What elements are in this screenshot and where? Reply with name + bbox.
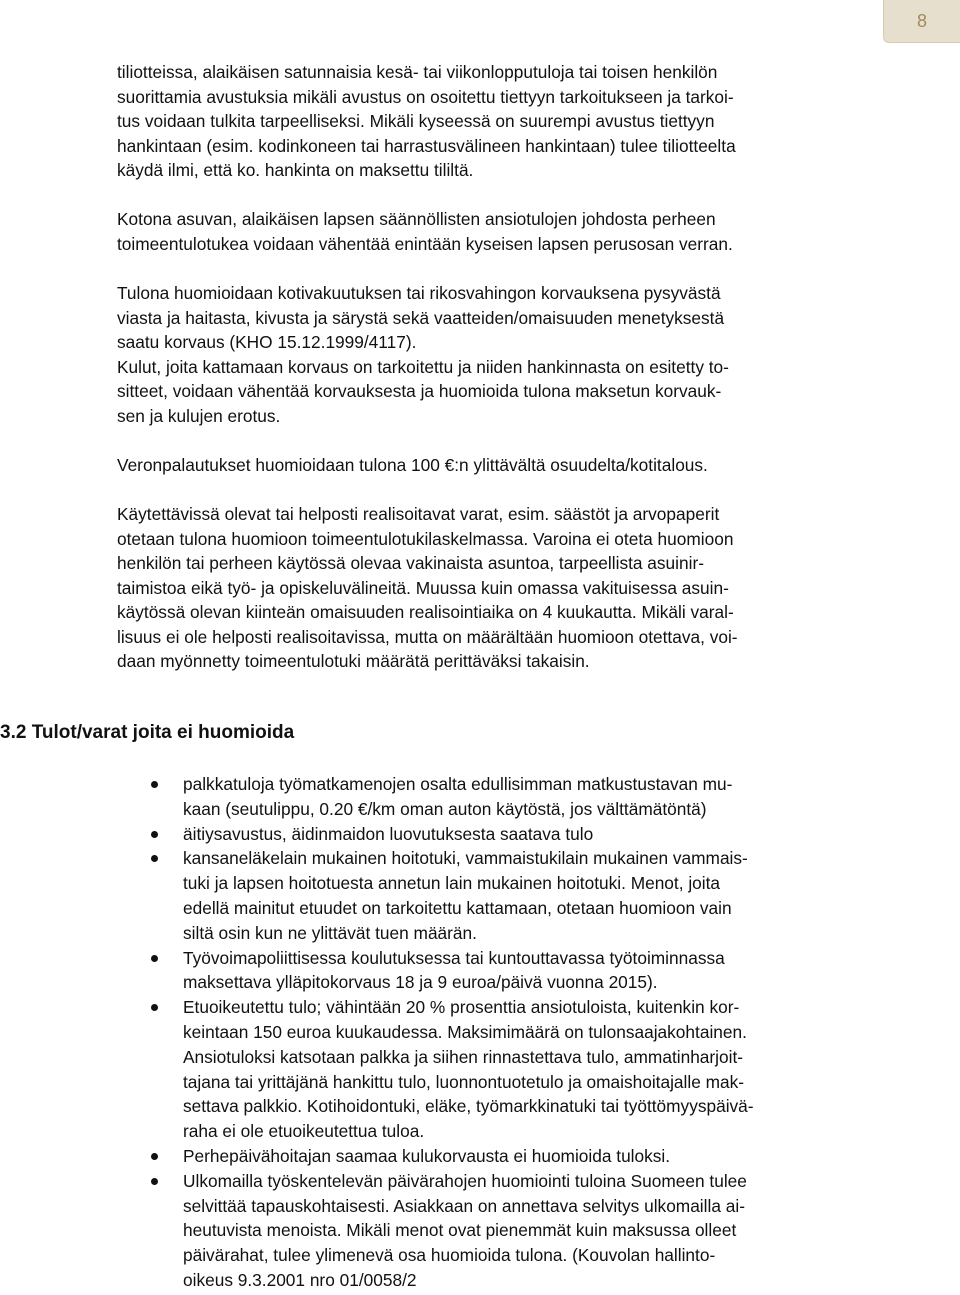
bullet-list bbox=[145, 772, 895, 1293]
list-item-text: Ulkomailla työskentelevän päivärahojen huomiointi tuloina Suomeen tulee selvittää tapauskohtaisesti. Asiakkaan on annettava selvitys ulkomailla ai- heutuvista menoista. Mikäli menot ovat pienemmät kuin maksussa olleet päivärahat, tulee ylimenevä osa huomioida tulona. (Kouvolan hallinto- oikeus 9.3.2001 nro 01/0058/2 bbox=[183, 1170, 747, 1290]
list-item-text: palkkatuloja työmatkamenojen osalta edullisimman matkustustavan mu- kaan (seutulippu, 0.20 €/km oman auton käytöstä, jos välttämätöntä) bbox=[183, 774, 733, 819]
page-number-badge bbox=[883, 0, 960, 43]
bullet-dot-icon bbox=[151, 1178, 158, 1185]
paragraph-block-3 bbox=[117, 281, 885, 428]
list-item bbox=[145, 946, 895, 996]
list-item bbox=[145, 846, 895, 945]
paragraph: Tulona huomioidaan kotivakuutuksen tai rikosvahingon korvauksena pysyvästä viasta ja haitasta, kivusta ja särystä sekä vaatteiden/omaisuuden menetyksestä saatu korvaus (KHO 15.12.1999/4117). bbox=[117, 283, 725, 352]
paragraph: Käytettävissä olevat tai helposti realisoitavat varat, esim. säästöt ja arvopaperit otetaan tulona huomioon toimeentulotukilaskelmassa. Varoina ei oteta huomioon henkilön tai perheen käytössä olevaa vakinaista asuntoa, tarpeellista asuinir- taimistoa eikä työ- ja opiskeluvälineitä. Muussa kuin omassa vakituisessa asuin- käytössä olevan kiinteän omaisuuden realisointiaika on 4 kuukautta. Mikäli varal- lisuus ei ole helposti realisoitavissa, mutta on määrältään huomioon otettava, voi- daan myönnetty toimeentulotuki määrätä perittäväksi takaisin. bbox=[117, 504, 738, 671]
paragraph-block-1 bbox=[117, 60, 885, 183]
paragraph: Kulut, joita kattamaan korvaus on tarkoitettu ja niiden hankinnasta on esitetty to- sitteet, voidaan vähentää korvauksesta ja huomioida tulona maksetun korvauk- sen ja kulujen erotus. bbox=[117, 356, 729, 426]
page-number: 8 bbox=[916, 10, 927, 31]
list-item bbox=[145, 1169, 895, 1293]
list-item-text: Perhepäivähoitajan saamaa kulukorvausta ei huomioida tuloksi. bbox=[183, 1145, 671, 1166]
paragraph: Kotona asuvan, alaikäisen lapsen säännöllisten ansiotulojen johdosta perheen toimeentulotukea voidaan vähentää enintään kyseisen lapsen perusosan verran. bbox=[117, 209, 733, 254]
bullet-dot-icon bbox=[151, 831, 158, 838]
list-item-text: Työvoimapoliittisessa koulutuksessa tai kuntouttavassa työtoiminnassa maksettava ylläpitokorvaus 18 ja 9 euroa/päivä vuonna 2015). bbox=[183, 947, 725, 993]
paragraph-block-5 bbox=[117, 502, 885, 674]
paragraph: tiliotteissa, alaikäisen satunnaisia kesä- tai viikonlopputuloja tai toisen henkilön suorittamia avustuksia mikäli avustus on osoitettu tiettyyn tarkoitukseen ja tarkoi- tus voidaan tulkita tarpeelliseksi. Mikäli kyseessä on suurempi avustus tiettyyn hankintaan (esim. kodinkoneen tai harrastusvälineen hankintaan) tulee tiliotteelta käydä ilmi, että ko. hankinta on maksettu tililtä. bbox=[117, 62, 736, 180]
paragraph: Veronpalautukset huomioidaan tulona 100 €:n ylittävältä osuudelta/kotitalous. bbox=[117, 455, 708, 475]
bullet-dot-icon bbox=[151, 1004, 158, 1011]
list-item-text: Etuoikeutettu tulo; vähintään 20 % prosenttia ansiotuloista, kuitenkin kor- keintaan 150 euroa kuukaudessa. Maksimimäärä on tulonsaajakohtainen. Ansiotuloksi katsotaan palkka ja siihen rinnastettava tulo, ammatinharjoit- tajana tai yrittäjänä hankittu tulo, luonnontuotetulo ja omaishoitajalle mak- settava palkkio. Kotihoidontuki, eläke, työmarkkinatuki tai työttömyyspäivä- raha ei ole etuoikeutettua tuloa. bbox=[183, 997, 754, 1142]
list-item bbox=[145, 822, 895, 847]
section-heading: 3.2 Tulot/varat joita ei huomioida bbox=[0, 722, 295, 743]
list-item bbox=[145, 995, 895, 1144]
paragraph-block-2 bbox=[117, 207, 885, 256]
bullet-dot-icon bbox=[151, 781, 158, 788]
list-item-text: äitiysavustus, äidinmaidon luovutuksesta saatava tulo bbox=[183, 823, 594, 844]
list-item-text: kansaneläkelain mukainen hoitotuki, vammaistukilain mukainen vammais- tuki ja lapsen hoitotuesta annetun lain mukainen hoitotuki. Menot, joita edellä mainitut etuudet on tarkoitettu kattamaan, otetaan huomioon vain siltä osin kun ne ylittävät tuen määrän. bbox=[183, 848, 748, 943]
list-item bbox=[145, 1144, 895, 1169]
bullet-dot-icon bbox=[151, 855, 158, 862]
list-item bbox=[145, 772, 895, 822]
bullet-dot-icon bbox=[151, 1153, 158, 1160]
paragraph-block-4 bbox=[117, 453, 885, 478]
bullet-dot-icon bbox=[151, 955, 158, 962]
